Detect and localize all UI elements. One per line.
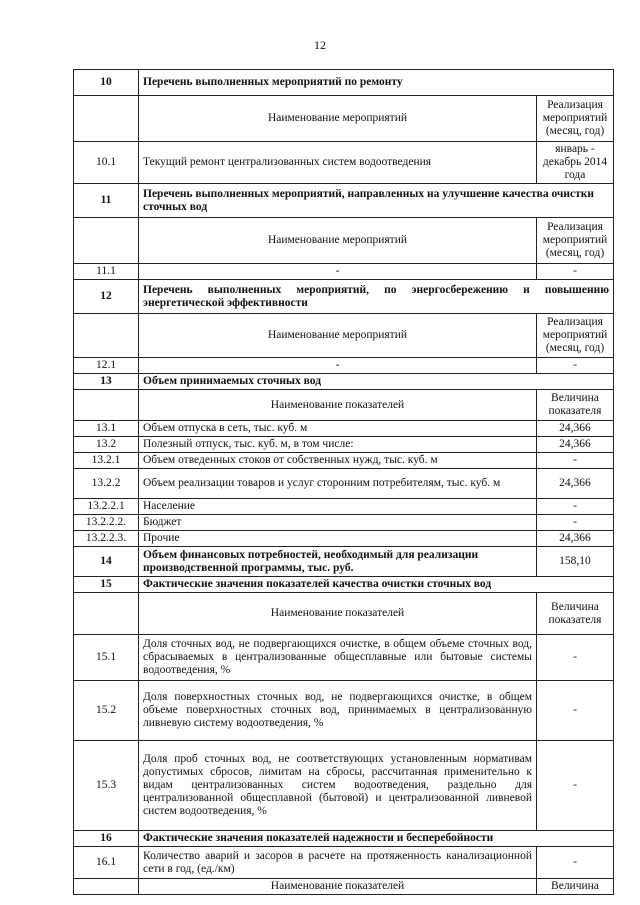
table-row xyxy=(74,741,614,831)
row-value: - xyxy=(536,847,613,879)
column-header-value: Реализация мероприятий (месяц, год) xyxy=(536,218,613,264)
column-header-value: Реализация мероприятий (месяц, год) xyxy=(536,314,613,358)
table-row xyxy=(74,437,614,453)
row-number: 13.1 xyxy=(74,421,139,437)
section-16-header xyxy=(74,831,614,847)
column-header-row xyxy=(74,218,614,264)
column-header-name: Наименование показателей xyxy=(139,390,537,421)
table-row xyxy=(74,681,614,741)
row-value: 24,366 xyxy=(536,421,613,437)
row-name: Доля проб сточных вод, не соответствующих установленным нормативам допустимых сбросов, лимитам на сбросы, рассчитанная применительно к видам централизованных систем водоотведения, раздельно для централизованной общесплавной (бытовой) и централизованной ливневой систем водоотведения, % xyxy=(139,741,537,831)
row-name: Бюджет xyxy=(139,515,537,531)
row-value: 24,366 xyxy=(536,469,613,499)
row-name: Объем отведенных стоков от собственных нужд, тыс. куб. м xyxy=(139,453,537,469)
section-number: 15 xyxy=(74,577,139,593)
section-11-header xyxy=(74,184,614,218)
table-row xyxy=(74,358,614,374)
section-13-header xyxy=(74,374,614,390)
column-header-value: Величина показателя xyxy=(536,593,613,635)
column-header-name: Наименование мероприятий xyxy=(139,96,537,142)
row-value: - xyxy=(536,741,613,831)
section-title: Перечень выполненных мероприятий, направленных на улучшение качества очистки сточных вод xyxy=(139,184,614,218)
column-header-name: Наименование мероприятий xyxy=(139,218,537,264)
row-name: - xyxy=(139,264,537,280)
row-number: 13.2.2 xyxy=(74,469,139,499)
section-10-header xyxy=(74,70,614,96)
section-number: 13 xyxy=(74,374,139,390)
column-header-value: Величина показателя xyxy=(536,390,613,421)
row-value: - xyxy=(536,499,613,515)
table-row xyxy=(74,469,614,499)
column-header-value: Величина xyxy=(536,879,613,895)
section-number: 14 xyxy=(74,547,139,577)
row-value: 24,366 xyxy=(536,531,613,547)
row-number: 11.1 xyxy=(74,264,139,280)
row-number: 12.1 xyxy=(74,358,139,374)
section-title: Перечень выполненных мероприятий, по энергосбережению и повышению энергетической эффективности xyxy=(139,280,614,314)
section-title: Объем финансовых потребностей, необходимый для реализации производственной программы, тыс. руб. xyxy=(139,547,537,577)
row-number: 15.3 xyxy=(74,741,139,831)
section-number: 16 xyxy=(74,831,139,847)
row-value: - xyxy=(536,264,613,280)
row-name: Доля сточных вод, не подвергающихся очистке, в общем объеме сточных вод, сбрасываемых в централизованные общесплавные или бытовые системы водоотведения, % xyxy=(139,635,537,681)
row-value: - xyxy=(536,681,613,741)
row-value: - xyxy=(536,453,613,469)
section-title: Фактические значения показателей качества очистки сточных вод xyxy=(139,577,614,593)
row-number: 13.2 xyxy=(74,437,139,453)
column-header-row xyxy=(74,593,614,635)
section-15-header xyxy=(74,577,614,593)
row-name: Прочие xyxy=(139,531,537,547)
table-row xyxy=(74,499,614,515)
section-title: Объем принимаемых сточных вод xyxy=(139,374,614,390)
row-value: январь - декабрь 2014 года xyxy=(536,142,613,184)
row-value: - xyxy=(536,635,613,681)
row-number: 15.2 xyxy=(74,681,139,741)
section-title: Перечень выполненных мероприятий по ремонту xyxy=(139,70,614,96)
table-row xyxy=(74,421,614,437)
row-number: 16.1 xyxy=(74,847,139,879)
table-row xyxy=(74,453,614,469)
table-row xyxy=(74,531,614,547)
row-name: Объем реализации товаров и услуг сторонним потребителям, тыс. куб. м xyxy=(139,469,537,499)
column-header-value: Реализация мероприятий (месяц, год) xyxy=(536,96,613,142)
table-row xyxy=(74,264,614,280)
row-value: 158,10 xyxy=(536,547,613,577)
table-row xyxy=(74,847,614,879)
table-row xyxy=(74,515,614,531)
section-title: Фактические значения показателей надежности и бесперебойности xyxy=(139,831,614,847)
row-name: Доля поверхностных сточных вод, не подвергающихся очистке, в общем объеме поверхностных сточных вод, принимаемых в централизованную ливневую систему водоотведения, % xyxy=(139,681,537,741)
column-header-row xyxy=(74,390,614,421)
row-number: 10.1 xyxy=(74,142,139,184)
row-name: Полезный отпуск, тыс. куб. м, в том числе: xyxy=(139,437,537,453)
row-name: Текущий ремонт централизованных систем водоотведения xyxy=(139,142,537,184)
page-number: 12 xyxy=(314,38,326,52)
row-value: - xyxy=(536,515,613,531)
row-name: Население xyxy=(139,499,537,515)
column-header-name: Наименование показателей xyxy=(139,879,537,895)
section-12-header xyxy=(74,280,614,314)
section-number: 12 xyxy=(74,280,139,314)
table-row xyxy=(74,635,614,681)
column-header-name: Наименование показателей xyxy=(139,593,537,635)
row-name: Количество аварий и засоров в расчете на протяженность канализационной сети в год, (ед./км) xyxy=(139,847,537,879)
column-header-name: Наименование мероприятий xyxy=(139,314,537,358)
section-14-row xyxy=(74,547,614,577)
row-value: - xyxy=(536,358,613,374)
section-number: 10 xyxy=(74,70,139,96)
row-number: 15.1 xyxy=(74,635,139,681)
program-report-table xyxy=(73,69,614,895)
row-number: 13.2.2.3. xyxy=(74,531,139,547)
column-header-row xyxy=(74,314,614,358)
row-name: - xyxy=(139,358,537,374)
row-number: 13.2.2.2. xyxy=(74,515,139,531)
row-value: 24,366 xyxy=(536,437,613,453)
row-number: 13.2.1 xyxy=(74,453,139,469)
column-header-row xyxy=(74,879,614,895)
section-number: 11 xyxy=(74,184,139,218)
column-header-row xyxy=(74,96,614,142)
table-row xyxy=(74,142,614,184)
row-number: 13.2.2.1 xyxy=(74,499,139,515)
row-name: Объем отпуска в сеть, тыс. куб. м xyxy=(139,421,537,437)
